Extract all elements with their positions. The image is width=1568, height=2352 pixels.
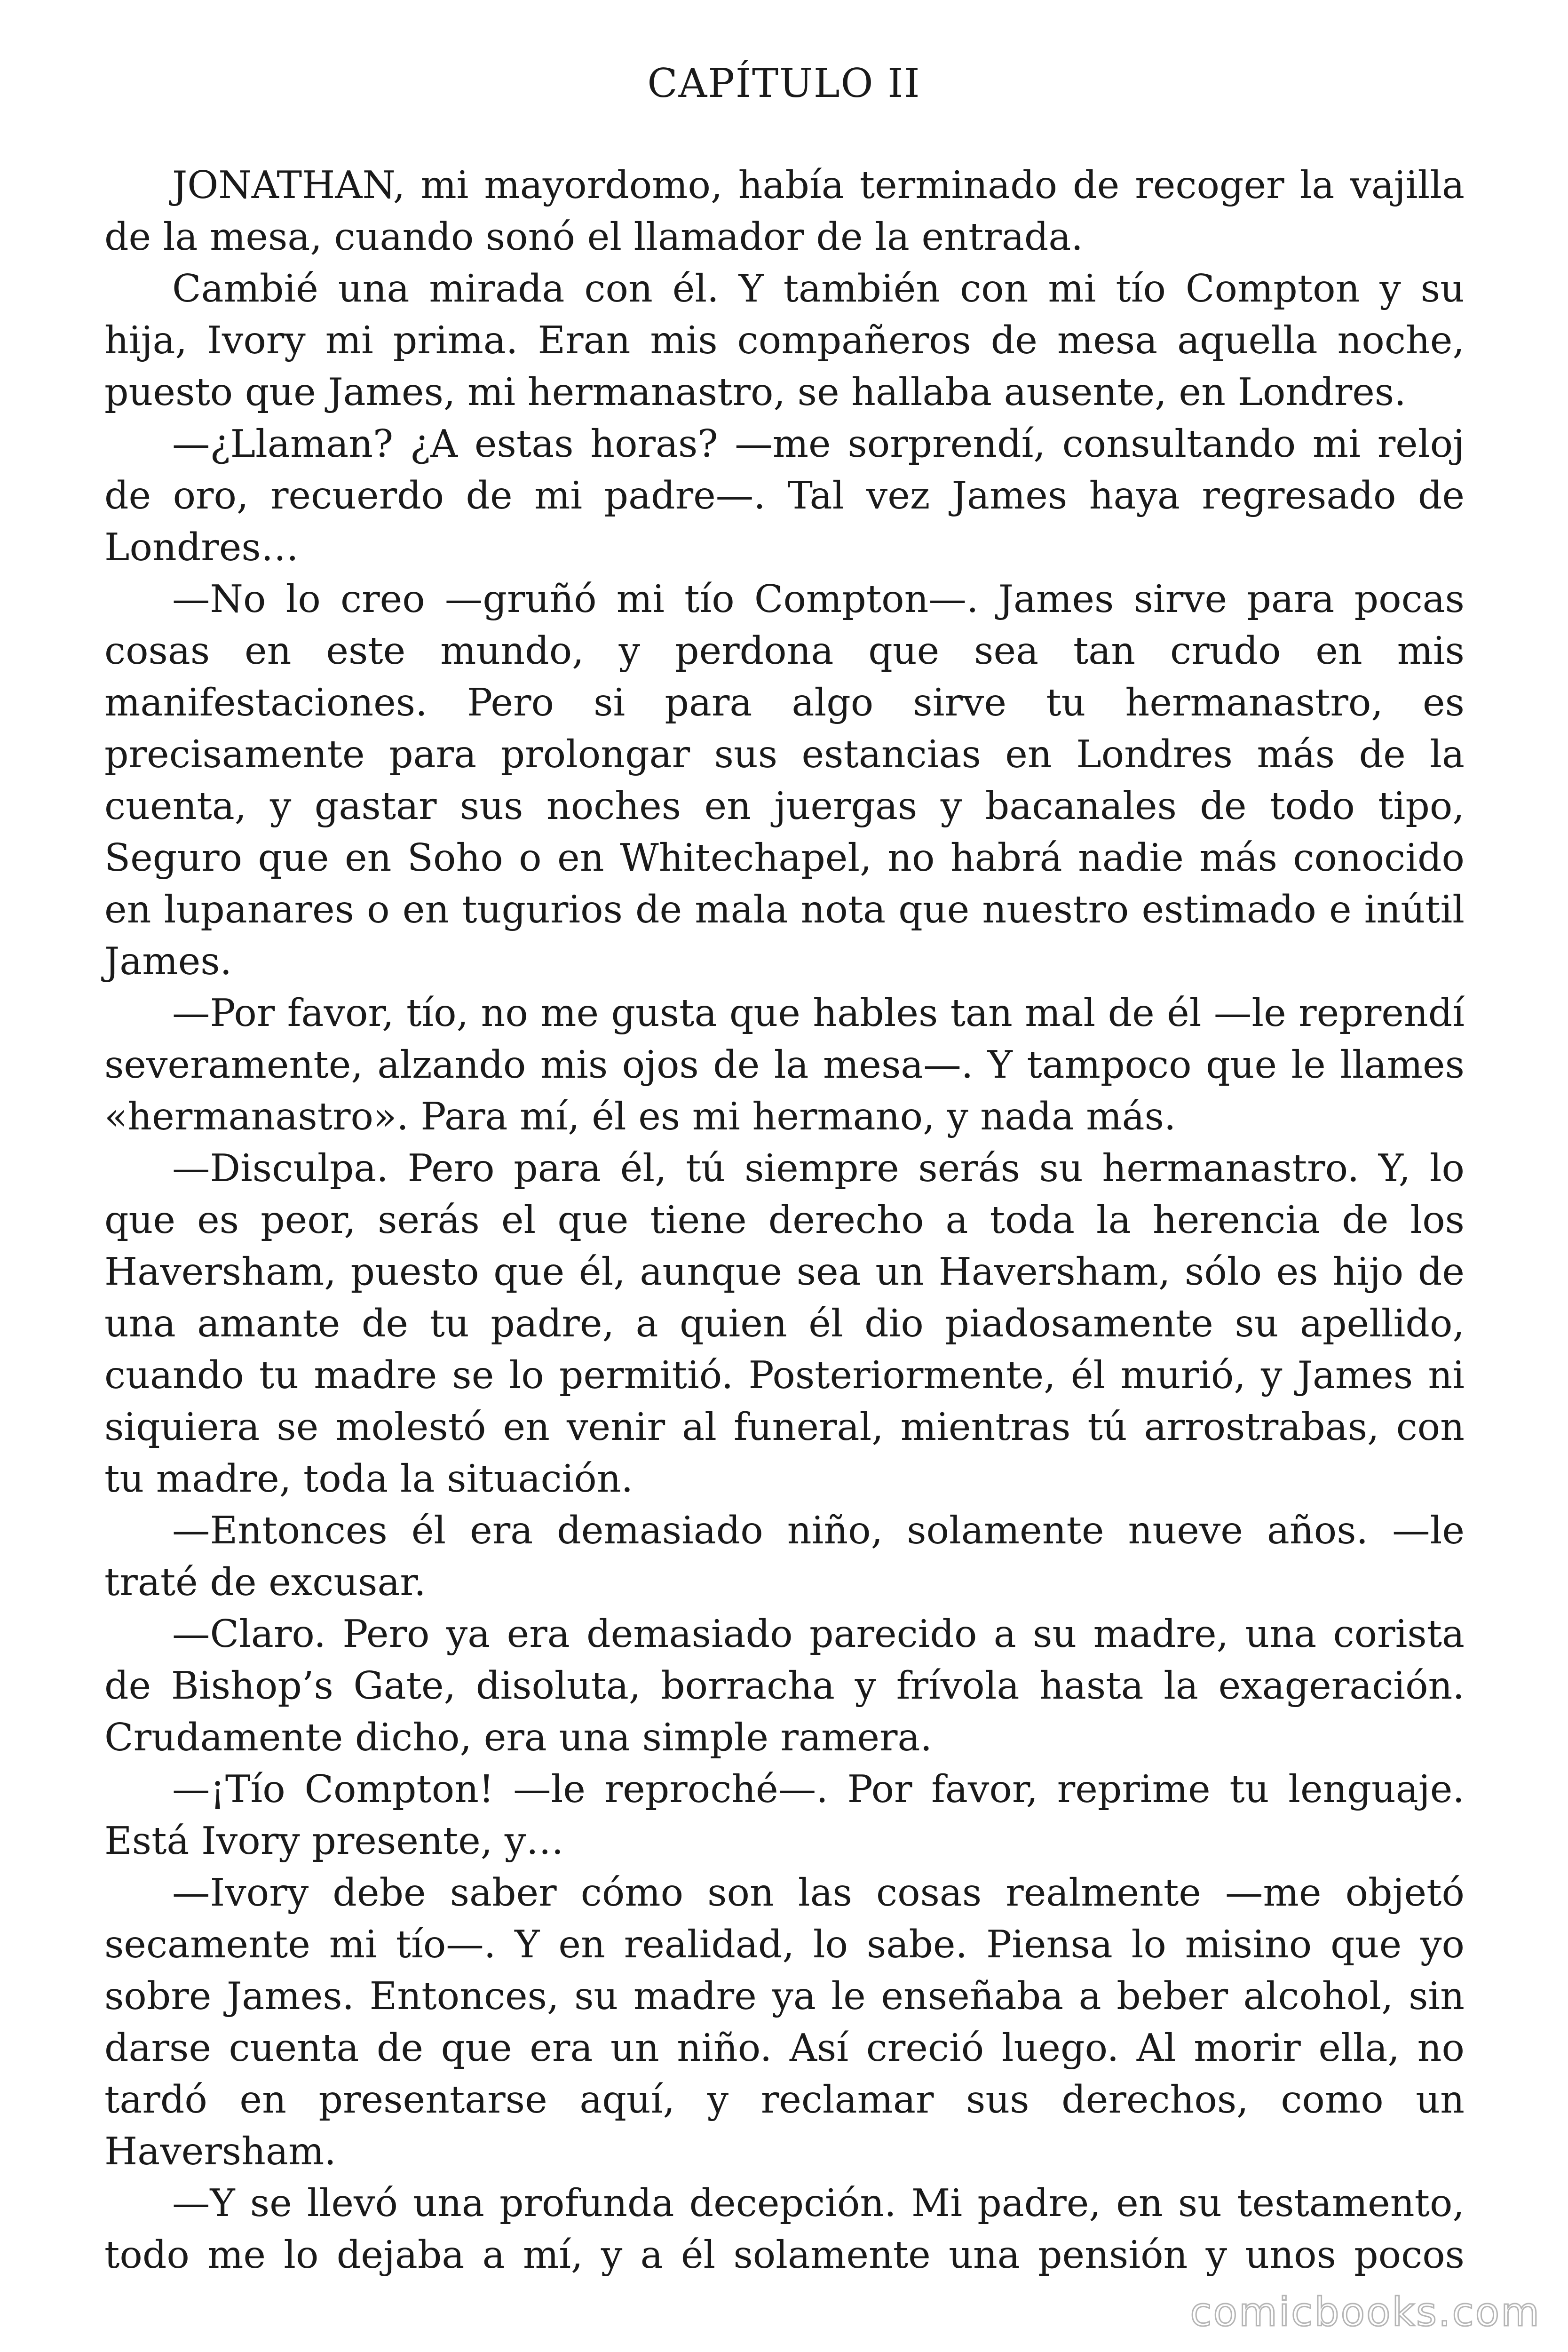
paragraph: —Ivory debe saber cómo son las cosas realmente —me objetó secamente mi tío—. Y en realidad, lo sabe. Piensa lo misino que yo sobre James. Entonces, su madre ya le enseñaba a beber alcohol, sin darse cuenta de que era un niño. Así creció luego. Al morir ella, no tardó en presentarse aquí, y reclamar sus derechos, como un Haversham. xyxy=(104,1870,1465,2173)
paragraph: JONATHAN, mi mayordomo, había terminado de recoger la vajilla de la mesa, cuando sonó el llamador de la entrada. xyxy=(104,163,1465,259)
paragraph: —Disculpa. Pero para él, tú siempre serás su hermanastro. Y, lo que es peor, serás el que tiene derecho a toda la herencia de los Haversham, puesto que él, aunque sea un Haversham, sólo es hijo de una amante de tu padre, a quien él dio piadosamente su apellido, cuando tu madre se lo permitió. Posteriormente, él murió, y James ni siquiera se molestó en venir al funeral, mientras tú arrostrabas, con tu madre, toda la situación. xyxy=(104,1146,1465,1501)
paragraph: —Entonces él era demasiado niño, solamente nueve años. —le traté de excusar. xyxy=(104,1508,1465,1604)
chapter-title: CAPÍTULO II xyxy=(647,60,921,106)
paragraph: —Por favor, tío, no me gusta que hables tan mal de él —le reprendí severamente, alzando mis ojos de la mesa—. Y tampoco que le llames «hermanastro». Para mí, él es mi hermano, y nada más. xyxy=(104,991,1465,1138)
paragraph: —¿Llaman? ¿A estas horas? —me sorprendí, consultando mi reloj de oro, recuerdo de mi padre—. Tal vez James haya regresado de Londres… xyxy=(104,421,1465,569)
chapter-body xyxy=(104,159,1465,2280)
paragraph-continued: —Y se llevó una profunda decepción. Mi padre, en su testamento, todo me lo dejaba a mí, y a él solamente una pensión y unos pocos xyxy=(104,2181,1465,2277)
paragraph: Cambié una mirada con él. Y también con mi tío Compton y su hija, Ivory mi prima. Eran mis compañeros de mesa aquella noche, puesto que James, mi hermanastro, se hallaba ausente, en Londres. xyxy=(104,266,1465,414)
paragraph: —No lo creo —gruñó mi tío Compton—. James sirve para pocas cosas en este mundo, y perdona que sea tan crudo en mis manifestaciones. Pero si para algo sirve tu hermanastro, es precisamente para prolongar sus estancias en Londres más de la cuenta, y gastar sus noches en juergas y bacanales de todo tipo, Seguro que en Soho o en Whitechapel, no habrá nadie más conocido en lupanares o en tugurios de mala nota que nuestro estimado e inútil James. xyxy=(104,577,1465,983)
watermark-logo: comicbooks.com xyxy=(1190,2289,1541,2335)
paragraph: —¡Tío Compton! —le reproché—. Por favor, reprime tu lenguaje. Está Ivory presente, y… xyxy=(104,1767,1465,1863)
paragraph: —Claro. Pero ya era demasiado parecido a su madre, una corista de Bishop’s Gate, disoluta, borracha y frívola hasta la exageración. Crudamente dicho, era una simple ramera. xyxy=(104,1612,1465,1759)
